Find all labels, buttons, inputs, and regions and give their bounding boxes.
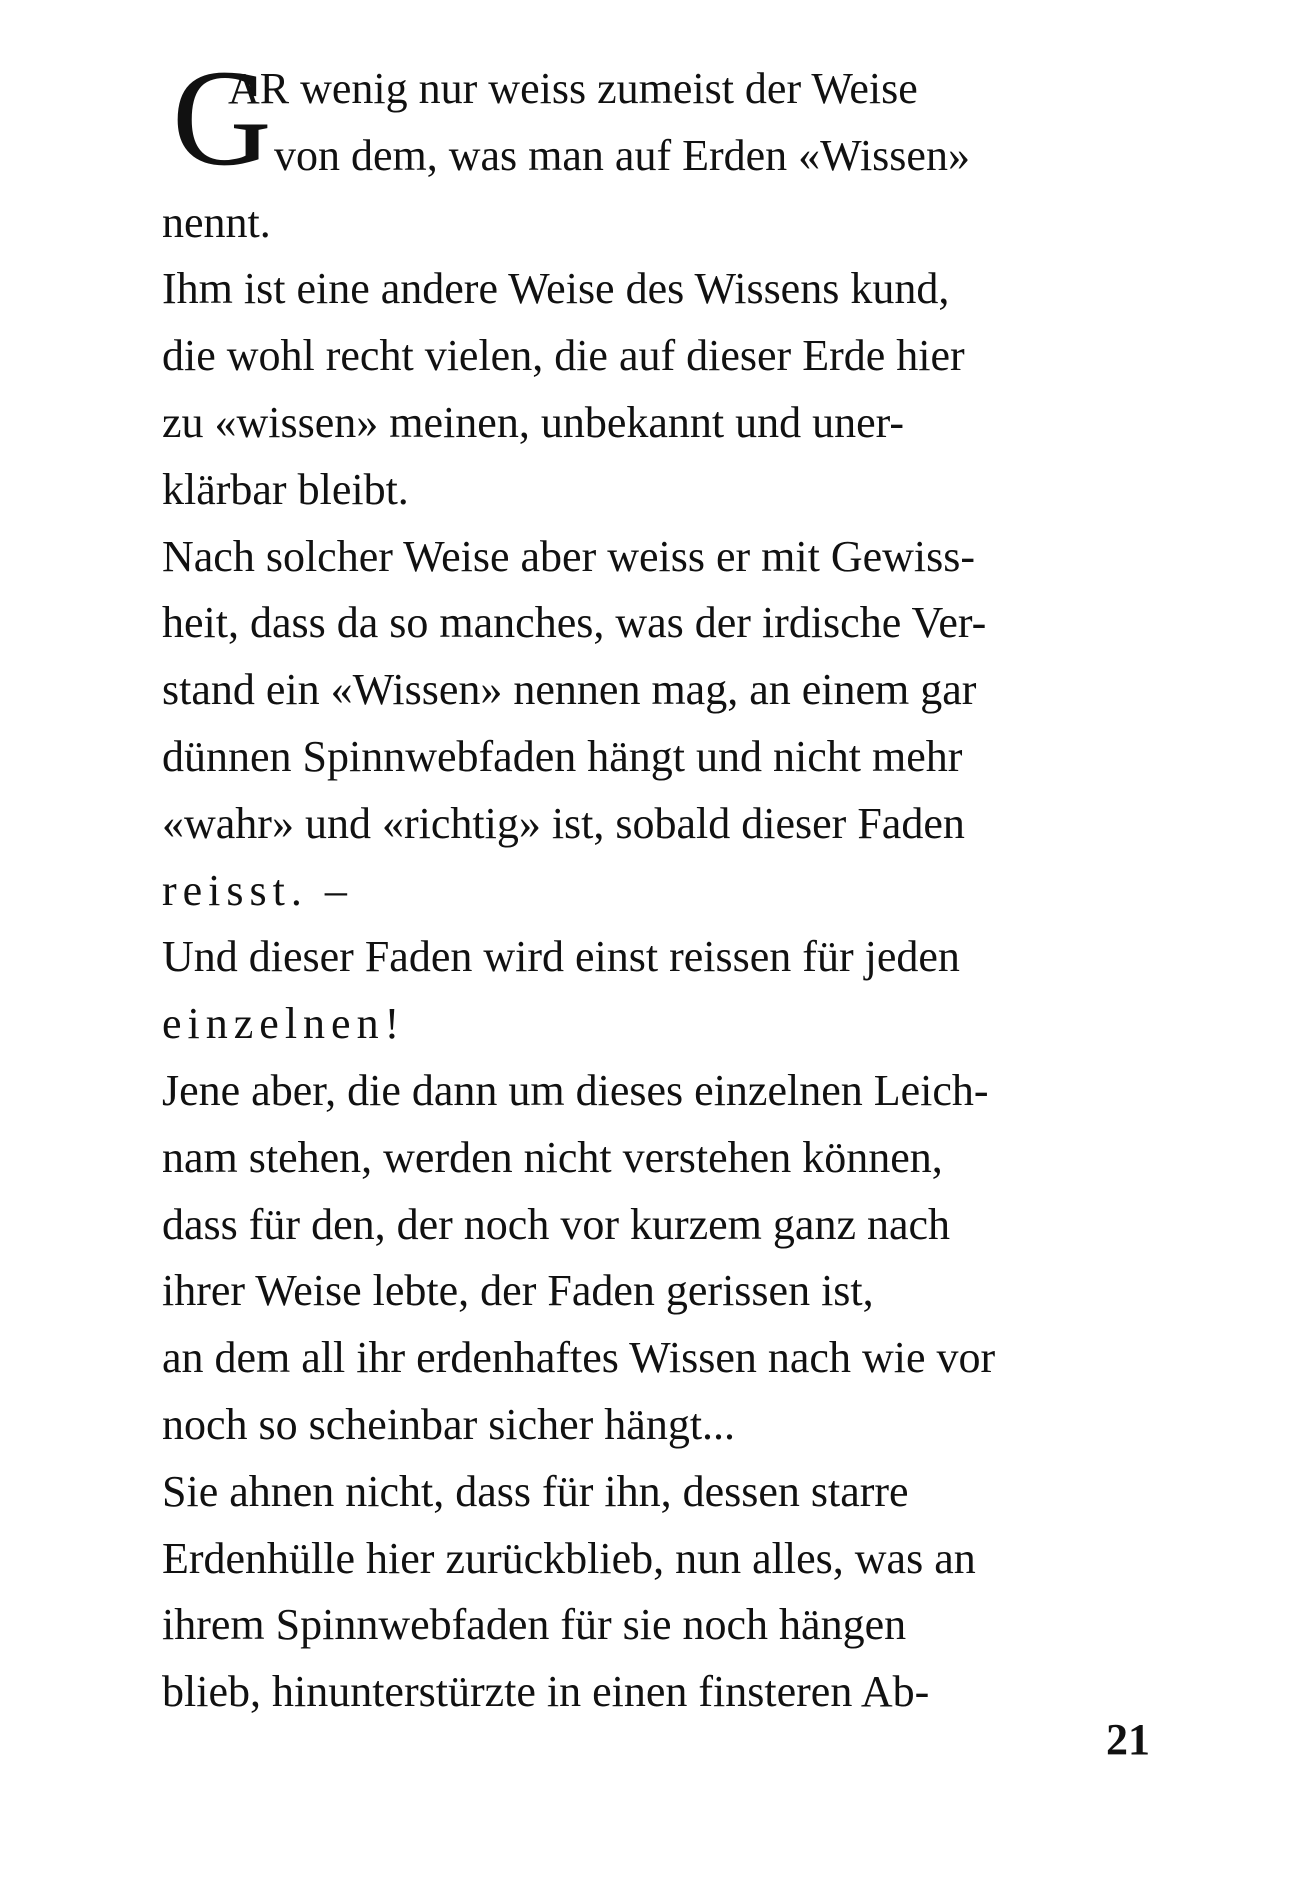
text-line-11: dünnen Spinnwebfaden hängt und nicht mehr xyxy=(162,731,963,781)
text-line-10: stand ein «Wissen» nennen mag, an einem gar xyxy=(162,665,977,715)
body-text xyxy=(162,41,1178,1726)
text-line-22: Sie ahnen nicht, dass für ihn, dessen starre xyxy=(162,1466,909,1516)
text-line-25: blieb, hinunterstürzte in einen finsteren Ab- xyxy=(162,1667,930,1717)
page-number: 21 xyxy=(1106,1715,1150,1764)
text-line-19: ihrer Weise lebte, der Faden gerissen ist, xyxy=(162,1266,874,1316)
text-line-8: Nach solcher Weise aber weiss er mit Gewiss- xyxy=(162,531,976,581)
text-line-9: heit, dass da so manches, was der irdische Ver- xyxy=(162,598,987,648)
text-line-5: die wohl recht vielen, die auf dieser Erde hier xyxy=(162,331,965,381)
text-line-7: klärbar bleibt. xyxy=(162,464,409,514)
text-line-24: ihrem Spinnwebfaden für sie noch hängen xyxy=(162,1600,907,1650)
text-line-16: Jene aber, die dann um dieses einzelnen Leich- xyxy=(162,1065,989,1115)
text-line-6: zu «wissen» meinen, unbekannt und uner- xyxy=(162,397,905,447)
text-line-4: Ihm ist eine andere Weise des Wissens kund, xyxy=(162,264,950,314)
drop-cap-letter: G xyxy=(172,41,272,194)
text-line-23: Erdenhülle hier zurückblieb, nun alles, was an xyxy=(162,1533,976,1583)
text-line-1: AR wenig nur weiss zumeist der Weise xyxy=(228,64,918,113)
text-line-18: dass für den, der noch vor kurzem ganz nach xyxy=(162,1199,951,1249)
text-line-3: nennt. xyxy=(162,197,271,247)
text-line-14: Und dieser Faden wird einst reissen für jeden xyxy=(162,932,960,982)
text-line-12: «wahr» und «richtig» ist, sobald dieser Faden xyxy=(162,798,965,848)
text-line-15: einzelnen! xyxy=(162,999,406,1049)
text-line-21: noch so scheinbar sicher hängt... xyxy=(162,1399,736,1449)
text-line-13: reisst. – xyxy=(162,865,353,915)
text-line-2: von dem, was man auf Erden «Wissen» xyxy=(274,130,970,180)
text-line-20: an dem all ihr erdenhaftes Wissen nach wie vor xyxy=(162,1333,996,1383)
text-line-17: nam stehen, werden nicht verstehen können, xyxy=(162,1132,943,1182)
